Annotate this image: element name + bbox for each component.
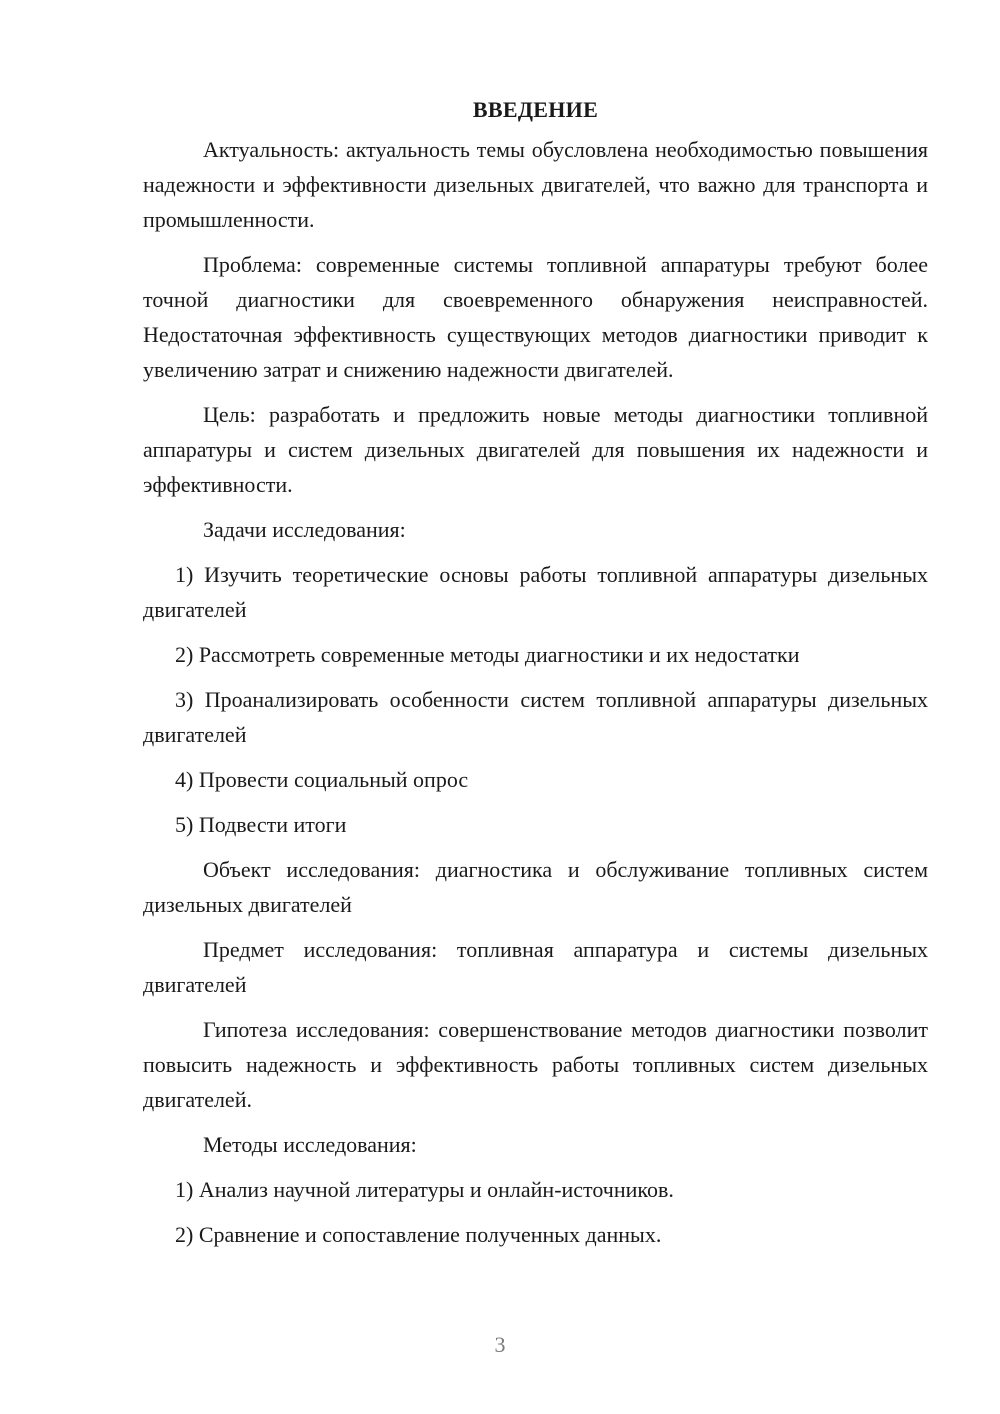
task-item-5: 5) Подвести итоги xyxy=(175,812,347,837)
task-item-3: 3) Проанализировать особенности систем топливной аппаратуры дизельных двигателей xyxy=(143,687,928,747)
hypothesis-paragraph: Гипотеза исследования: совершенствование методов диагностики позволит повысить надежность и эффективность работы топливных систем дизельных двигателей. xyxy=(143,1017,928,1112)
task-item-1: 1) Изучить теоретические основы работы топливной аппаратуры дизельных двигателей xyxy=(143,562,928,622)
page-number: 3 xyxy=(494,1332,506,1357)
method-item-2: 2) Сравнение и сопоставление полученных данных. xyxy=(175,1222,662,1247)
tasks-heading: Задачи исследования: xyxy=(203,517,406,542)
document-page xyxy=(143,92,928,1262)
task-item-4: 4) Провести социальный опрос xyxy=(175,767,469,792)
methods-heading: Методы исследования: xyxy=(203,1132,417,1157)
method-item-1: 1) Анализ научной литературы и онлайн-источников. xyxy=(175,1177,674,1202)
subject-paragraph: Предмет исследования: топливная аппаратура и системы дизельных двигателей xyxy=(143,937,928,997)
relevance-paragraph: Актуальность: актуальность темы обусловлена необходимостью повышения надежности и эффективности дизельных двигателей, что важно для транспорта и промышленности. xyxy=(143,137,928,232)
section-title: ВВЕДЕНИЕ xyxy=(472,97,599,122)
problem-paragraph: Проблема: современные системы топливной аппаратуры требуют более точной диагностики для своевременного обнаружения неисправностей. Недостаточная эффективность существующих методов диагностики приводит к увеличению затрат и снижению надежности двигателей. xyxy=(143,252,928,382)
goal-paragraph: Цель: разработать и предложить новые методы диагностики топливной аппаратуры и систем дизельных двигателей для повышения их надежности и эффективности. xyxy=(143,402,928,497)
object-paragraph: Объект исследования: диагностика и обслуживание топливных систем дизельных двигателей xyxy=(143,857,928,917)
task-item-2: 2) Рассмотреть современные методы диагностики и их недостатки xyxy=(175,642,800,667)
